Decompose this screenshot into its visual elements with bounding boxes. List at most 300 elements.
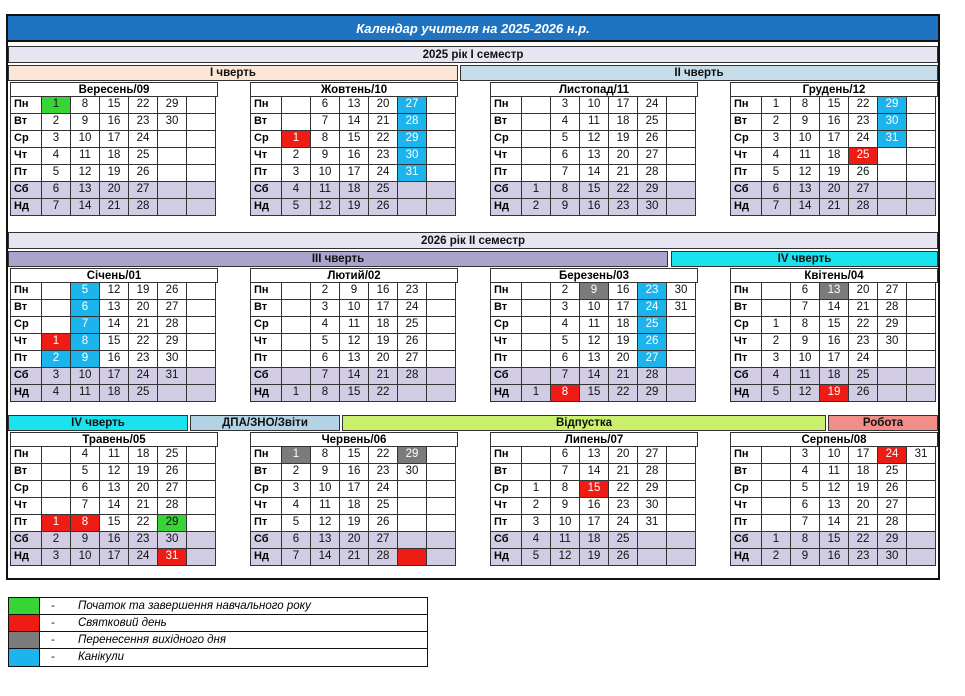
date-cell: 6 bbox=[551, 148, 580, 165]
date-cell: 20 bbox=[849, 498, 878, 515]
date-cell: 28 bbox=[158, 498, 187, 515]
date-cell: 25 bbox=[638, 114, 667, 131]
date-cell: 10 bbox=[340, 300, 369, 317]
date-cell: 16 bbox=[369, 283, 398, 300]
week-day-row bbox=[10, 464, 218, 481]
empty-cell bbox=[398, 481, 427, 498]
day-label: Пн bbox=[730, 97, 762, 114]
date-cell: 8 bbox=[71, 334, 100, 351]
empty-cell bbox=[427, 114, 456, 131]
date-cell: 30 bbox=[878, 549, 907, 566]
week-day-row bbox=[250, 131, 458, 148]
date-cell: 15 bbox=[820, 97, 849, 114]
date-cell: 31 bbox=[907, 447, 936, 464]
day-label: Нд bbox=[10, 199, 42, 216]
date-cell: 27 bbox=[158, 300, 187, 317]
day-label: Ср bbox=[730, 131, 762, 148]
date-cell: 28 bbox=[398, 368, 427, 385]
date-cell: 21 bbox=[100, 199, 129, 216]
date-cell: 1 bbox=[762, 97, 791, 114]
date-cell: 26 bbox=[638, 334, 667, 351]
day-label: Нд bbox=[490, 199, 522, 216]
calendar-sheet bbox=[6, 14, 940, 580]
week-day-row bbox=[490, 515, 698, 532]
date-cell: 2 bbox=[551, 283, 580, 300]
week-day-row bbox=[490, 114, 698, 131]
day-label: Чт bbox=[250, 148, 282, 165]
week-day-row bbox=[250, 334, 458, 351]
month-name: Серпень/08 bbox=[730, 432, 938, 447]
date-cell: 13 bbox=[580, 447, 609, 464]
empty-cell bbox=[398, 515, 427, 532]
empty-cell bbox=[667, 351, 696, 368]
empty-cell bbox=[667, 182, 696, 199]
date-cell: 28 bbox=[638, 464, 667, 481]
empty-cell bbox=[187, 199, 216, 216]
date-cell: 16 bbox=[820, 114, 849, 131]
empty-cell bbox=[398, 498, 427, 515]
month-block bbox=[730, 82, 938, 216]
day-label: Чт bbox=[490, 148, 522, 165]
date-cell: 20 bbox=[820, 182, 849, 199]
date-cell: 4 bbox=[762, 368, 791, 385]
date-cell: 30 bbox=[638, 199, 667, 216]
date-cell: 8 bbox=[551, 385, 580, 402]
date-cell: 31 bbox=[398, 165, 427, 182]
date-cell: 9 bbox=[551, 498, 580, 515]
day-label: Пн bbox=[10, 97, 42, 114]
week-day-row bbox=[250, 148, 458, 165]
month-block bbox=[730, 432, 938, 566]
month-block bbox=[490, 432, 698, 566]
date-cell: 12 bbox=[100, 464, 129, 481]
date-cell: 19 bbox=[369, 334, 398, 351]
date-cell: 14 bbox=[820, 300, 849, 317]
empty-cell bbox=[427, 481, 456, 498]
empty-cell bbox=[42, 447, 71, 464]
date-cell: 10 bbox=[580, 300, 609, 317]
date-cell: 21 bbox=[609, 464, 638, 481]
week-day-row bbox=[10, 317, 218, 334]
empty-cell bbox=[427, 532, 456, 549]
empty-cell bbox=[667, 515, 696, 532]
empty-cell bbox=[878, 182, 907, 199]
vacation-band: Відпустка bbox=[342, 415, 826, 431]
date-cell: 2 bbox=[42, 351, 71, 368]
date-cell: 21 bbox=[129, 317, 158, 334]
week-day-row bbox=[10, 351, 218, 368]
month-name: Листопад/11 bbox=[490, 82, 698, 97]
date-cell: 5 bbox=[551, 131, 580, 148]
day-label: Нд bbox=[490, 385, 522, 402]
month-name: Лютий/02 bbox=[250, 268, 458, 283]
empty-cell bbox=[667, 498, 696, 515]
day-label: Пт bbox=[10, 165, 42, 182]
date-cell: 12 bbox=[100, 283, 129, 300]
week-day-row bbox=[250, 464, 458, 481]
day-label: Пн bbox=[250, 447, 282, 464]
empty-cell bbox=[282, 351, 311, 368]
date-cell: 17 bbox=[820, 131, 849, 148]
empty-cell bbox=[187, 515, 216, 532]
empty-cell bbox=[762, 515, 791, 532]
date-cell: 2 bbox=[762, 334, 791, 351]
empty-cell bbox=[158, 385, 187, 402]
month-block bbox=[490, 82, 698, 216]
date-cell: 3 bbox=[522, 515, 551, 532]
empty-cell bbox=[427, 498, 456, 515]
week-day-row bbox=[250, 532, 458, 549]
date-cell: 11 bbox=[580, 317, 609, 334]
day-label: Чт bbox=[10, 148, 42, 165]
empty-cell bbox=[282, 368, 311, 385]
empty-cell bbox=[667, 131, 696, 148]
legend-swatch bbox=[9, 649, 40, 666]
date-cell: 19 bbox=[580, 549, 609, 566]
date-cell: 13 bbox=[311, 532, 340, 549]
empty-cell bbox=[667, 464, 696, 481]
date-cell: 29 bbox=[878, 97, 907, 114]
date-cell: 11 bbox=[71, 385, 100, 402]
date-cell: 15 bbox=[340, 447, 369, 464]
empty-cell bbox=[282, 300, 311, 317]
empty-cell bbox=[187, 300, 216, 317]
date-cell: 24 bbox=[849, 131, 878, 148]
week-day-row bbox=[730, 351, 938, 368]
empty-cell bbox=[187, 481, 216, 498]
date-cell: 2 bbox=[42, 114, 71, 131]
date-cell: 27 bbox=[638, 148, 667, 165]
empty-cell bbox=[187, 368, 216, 385]
date-cell: 1 bbox=[762, 317, 791, 334]
date-cell: 14 bbox=[340, 114, 369, 131]
date-cell: 19 bbox=[820, 385, 849, 402]
week-day-row bbox=[730, 317, 938, 334]
day-label: Пн bbox=[250, 283, 282, 300]
date-cell: 18 bbox=[849, 464, 878, 481]
empty-cell bbox=[762, 283, 791, 300]
date-cell: 7 bbox=[42, 199, 71, 216]
date-cell: 24 bbox=[129, 549, 158, 566]
date-cell: 12 bbox=[340, 334, 369, 351]
week-day-row bbox=[730, 532, 938, 549]
week-day-row bbox=[730, 131, 938, 148]
empty-cell bbox=[522, 97, 551, 114]
week-day-row bbox=[490, 334, 698, 351]
week-day-row bbox=[490, 549, 698, 566]
empty-cell bbox=[187, 498, 216, 515]
date-cell: 30 bbox=[398, 464, 427, 481]
day-label: Ср bbox=[490, 131, 522, 148]
date-cell: 29 bbox=[158, 515, 187, 532]
date-cell: 24 bbox=[129, 131, 158, 148]
empty-cell bbox=[878, 148, 907, 165]
day-label: Вт bbox=[10, 464, 42, 481]
day-label: Чт bbox=[10, 498, 42, 515]
date-cell: 22 bbox=[129, 515, 158, 532]
date-cell: 3 bbox=[42, 368, 71, 385]
week-day-row bbox=[490, 148, 698, 165]
empty-cell bbox=[282, 317, 311, 334]
empty-cell bbox=[907, 317, 936, 334]
week-day-row bbox=[490, 498, 698, 515]
date-cell: 9 bbox=[791, 114, 820, 131]
date-cell: 4 bbox=[71, 447, 100, 464]
date-cell: 3 bbox=[282, 481, 311, 498]
empty-cell bbox=[522, 368, 551, 385]
date-cell: 28 bbox=[158, 317, 187, 334]
empty-cell bbox=[667, 165, 696, 182]
date-cell: 19 bbox=[609, 131, 638, 148]
empty-cell bbox=[187, 317, 216, 334]
date-cell: 23 bbox=[129, 532, 158, 549]
week-day-row bbox=[10, 97, 218, 114]
date-cell: 8 bbox=[791, 97, 820, 114]
empty-cell bbox=[42, 498, 71, 515]
date-cell: 17 bbox=[369, 300, 398, 317]
date-cell: 20 bbox=[609, 447, 638, 464]
empty-cell bbox=[907, 97, 936, 114]
date-cell: 26 bbox=[369, 199, 398, 216]
quarter-4-band: IV чверть bbox=[671, 251, 938, 267]
day-label: Сб bbox=[490, 368, 522, 385]
week-day-row bbox=[250, 300, 458, 317]
date-cell: 1 bbox=[522, 481, 551, 498]
month-block bbox=[10, 268, 218, 402]
date-cell: 16 bbox=[100, 351, 129, 368]
date-cell: 5 bbox=[762, 385, 791, 402]
empty-cell bbox=[522, 464, 551, 481]
day-label: Ср bbox=[730, 317, 762, 334]
date-cell: 30 bbox=[158, 114, 187, 131]
date-cell: 24 bbox=[129, 368, 158, 385]
date-cell: 11 bbox=[71, 148, 100, 165]
date-cell: 2 bbox=[522, 498, 551, 515]
empty-cell bbox=[907, 532, 936, 549]
week-day-row bbox=[490, 97, 698, 114]
date-cell: 19 bbox=[129, 283, 158, 300]
day-label: Пт bbox=[490, 165, 522, 182]
date-cell: 12 bbox=[791, 385, 820, 402]
date-cell: 22 bbox=[609, 182, 638, 199]
date-cell: 17 bbox=[849, 447, 878, 464]
empty-cell bbox=[187, 283, 216, 300]
empty-cell bbox=[522, 165, 551, 182]
semester-1-header: 2025 рік I семестр bbox=[8, 46, 938, 63]
empty-cell bbox=[522, 334, 551, 351]
day-label: Пн bbox=[730, 447, 762, 464]
day-label: Пт bbox=[730, 165, 762, 182]
date-cell: 11 bbox=[340, 317, 369, 334]
week-day-row bbox=[10, 385, 218, 402]
date-cell: 26 bbox=[878, 481, 907, 498]
date-cell: 21 bbox=[369, 114, 398, 131]
date-cell: 21 bbox=[849, 515, 878, 532]
month-name: Січень/01 bbox=[10, 268, 218, 283]
day-label: Вт bbox=[490, 300, 522, 317]
date-cell: 5 bbox=[282, 515, 311, 532]
date-cell: 25 bbox=[609, 532, 638, 549]
week-day-row bbox=[250, 199, 458, 216]
empty-cell bbox=[427, 182, 456, 199]
date-cell: 6 bbox=[551, 447, 580, 464]
day-label: Сб bbox=[10, 368, 42, 385]
empty-cell bbox=[762, 464, 791, 481]
empty-cell bbox=[907, 114, 936, 131]
date-cell: 24 bbox=[398, 300, 427, 317]
date-cell: 1 bbox=[42, 515, 71, 532]
empty-cell bbox=[878, 165, 907, 182]
week-day-row bbox=[10, 549, 218, 566]
dpa-band: ДПА/ЗНО/Звіти bbox=[190, 415, 340, 431]
empty-cell bbox=[427, 199, 456, 216]
week-day-row bbox=[730, 549, 938, 566]
day-label: Пт bbox=[10, 515, 42, 532]
empty-cell bbox=[878, 385, 907, 402]
date-cell: 26 bbox=[129, 165, 158, 182]
date-cell: 24 bbox=[609, 515, 638, 532]
empty-cell bbox=[878, 199, 907, 216]
date-cell: 8 bbox=[551, 481, 580, 498]
date-cell: 13 bbox=[71, 182, 100, 199]
date-cell: 18 bbox=[100, 385, 129, 402]
date-cell: 3 bbox=[791, 447, 820, 464]
day-label: Пт bbox=[490, 351, 522, 368]
date-cell: 7 bbox=[791, 515, 820, 532]
date-cell: 20 bbox=[849, 283, 878, 300]
empty-cell bbox=[907, 498, 936, 515]
date-cell: 12 bbox=[580, 131, 609, 148]
empty-cell bbox=[158, 148, 187, 165]
week-day-row bbox=[490, 464, 698, 481]
date-cell: 26 bbox=[638, 131, 667, 148]
date-cell: 1 bbox=[522, 182, 551, 199]
date-cell: 19 bbox=[849, 481, 878, 498]
date-cell: 13 bbox=[340, 351, 369, 368]
date-cell: 15 bbox=[820, 532, 849, 549]
day-label: Чт bbox=[250, 498, 282, 515]
empty-cell bbox=[667, 368, 696, 385]
date-cell: 15 bbox=[100, 515, 129, 532]
date-cell: 16 bbox=[340, 148, 369, 165]
date-cell: 5 bbox=[762, 165, 791, 182]
month-block bbox=[10, 432, 218, 566]
month-block bbox=[10, 82, 218, 216]
empty-cell bbox=[187, 447, 216, 464]
date-cell: 11 bbox=[820, 464, 849, 481]
empty-cell bbox=[907, 549, 936, 566]
empty-cell bbox=[667, 385, 696, 402]
week-day-row bbox=[490, 351, 698, 368]
date-cell: 6 bbox=[311, 97, 340, 114]
empty-cell bbox=[907, 515, 936, 532]
date-cell: 25 bbox=[129, 148, 158, 165]
month-name: Червень/06 bbox=[250, 432, 458, 447]
day-label: Пн bbox=[250, 97, 282, 114]
date-cell: 13 bbox=[820, 498, 849, 515]
empty-cell bbox=[398, 182, 427, 199]
day-label: Сб bbox=[490, 182, 522, 199]
date-cell: 6 bbox=[311, 351, 340, 368]
month-name: Травень/05 bbox=[10, 432, 218, 447]
date-cell: 5 bbox=[551, 334, 580, 351]
date-cell: 4 bbox=[282, 498, 311, 515]
week-day-row bbox=[250, 97, 458, 114]
date-cell: 17 bbox=[609, 97, 638, 114]
date-cell: 16 bbox=[340, 464, 369, 481]
date-cell: 21 bbox=[609, 368, 638, 385]
day-label: Вт bbox=[250, 114, 282, 131]
month-block bbox=[730, 268, 938, 402]
legend-dash: - bbox=[51, 600, 55, 612]
week-day-row bbox=[250, 165, 458, 182]
date-cell: 16 bbox=[580, 498, 609, 515]
date-cell: 13 bbox=[580, 148, 609, 165]
empty-cell bbox=[42, 317, 71, 334]
date-cell: 19 bbox=[129, 464, 158, 481]
week-day-row bbox=[250, 481, 458, 498]
day-label: Пт bbox=[730, 351, 762, 368]
date-cell: 29 bbox=[398, 447, 427, 464]
week-day-row bbox=[730, 368, 938, 385]
legend bbox=[8, 597, 428, 667]
week-day-row bbox=[10, 182, 218, 199]
week-day-row bbox=[250, 385, 458, 402]
date-cell: 27 bbox=[878, 498, 907, 515]
date-cell: 27 bbox=[398, 97, 427, 114]
week-day-row bbox=[10, 532, 218, 549]
date-cell: 15 bbox=[580, 385, 609, 402]
empty-cell bbox=[762, 481, 791, 498]
month-name: Грудень/12 bbox=[730, 82, 938, 97]
date-cell: 30 bbox=[398, 148, 427, 165]
empty-cell bbox=[187, 114, 216, 131]
day-label: Вт bbox=[490, 114, 522, 131]
date-cell: 20 bbox=[369, 351, 398, 368]
week-day-row bbox=[250, 549, 458, 566]
date-cell: 28 bbox=[638, 368, 667, 385]
empty-cell bbox=[187, 549, 216, 566]
date-cell: 20 bbox=[369, 97, 398, 114]
empty-cell bbox=[522, 351, 551, 368]
date-cell: 18 bbox=[609, 114, 638, 131]
week-day-row bbox=[10, 498, 218, 515]
week-day-row bbox=[250, 351, 458, 368]
date-cell: 5 bbox=[71, 464, 100, 481]
date-cell: 8 bbox=[791, 532, 820, 549]
date-cell: 25 bbox=[849, 148, 878, 165]
empty-cell bbox=[907, 351, 936, 368]
date-cell: 1 bbox=[762, 532, 791, 549]
date-cell: 30 bbox=[158, 351, 187, 368]
week-day-row bbox=[730, 148, 938, 165]
month-block bbox=[490, 268, 698, 402]
day-label: Сб bbox=[250, 368, 282, 385]
empty-cell bbox=[907, 300, 936, 317]
day-label: Ср bbox=[10, 131, 42, 148]
week-day-row bbox=[490, 165, 698, 182]
date-cell: 14 bbox=[100, 317, 129, 334]
date-cell: 10 bbox=[71, 549, 100, 566]
date-cell: 22 bbox=[609, 481, 638, 498]
date-cell: 2 bbox=[42, 532, 71, 549]
date-cell: 11 bbox=[100, 447, 129, 464]
date-cell: 7 bbox=[71, 498, 100, 515]
empty-cell bbox=[522, 300, 551, 317]
day-label: Пт bbox=[490, 515, 522, 532]
date-cell: 7 bbox=[311, 114, 340, 131]
day-label: Вт bbox=[250, 300, 282, 317]
